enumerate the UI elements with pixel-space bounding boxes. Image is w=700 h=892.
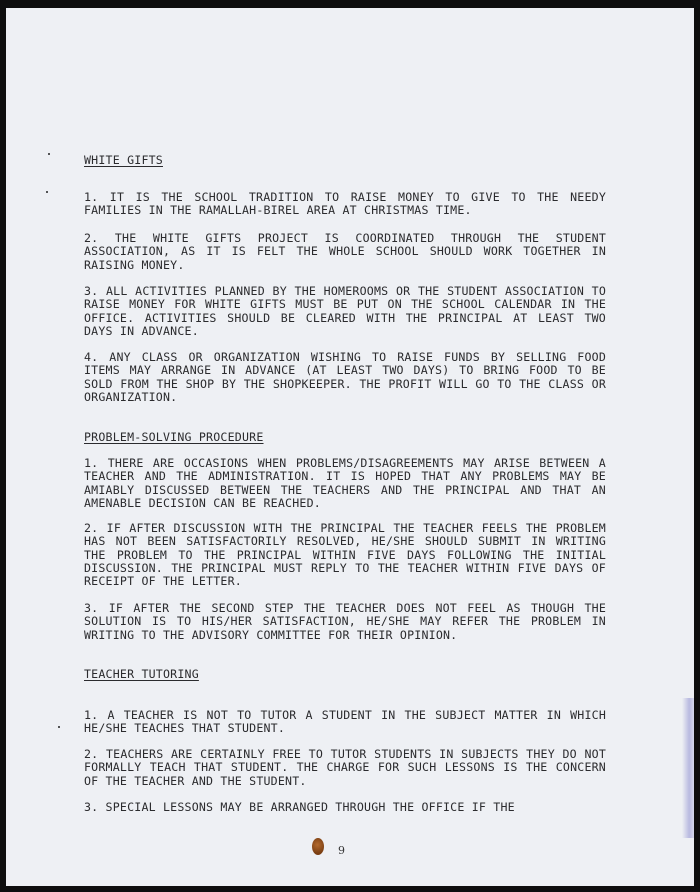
white-gifts-paragraph-4: 4. ANY CLASS OR ORGANIZATION WISHING TO RAISE FUNDS BY SELLING FOOD ITEMS MAY ARRANGE IN ADVANCE (AT LEAST TWO DAYS) TO BRING FOOD TO BE SOLD FROM THE SHOP BY THE SHOPKEEPER. THE PROFIT WILL GO TO THE CLASS OR ORGANIZATION. <box>84 350 606 404</box>
tutoring-paragraph-3: 3. SPECIAL LESSONS MAY BE ARRANGED THROUGH THE OFFICE IF THE <box>84 800 515 814</box>
section-heading-white-gifts: WHITE GIFTS <box>84 153 163 167</box>
problem-solving-paragraph-3: 3. IF AFTER THE SECOND STEP THE TEACHER DOES NOT FEEL AS THOUGH THE SOLUTION IS TO HIS/HER SATISFACTION, HE/SHE MAY REFER THE PROBLEM IN WRITING TO THE ADVISORY COMMITTEE FOR THEIR OPINION. <box>84 601 606 642</box>
tutoring-paragraph-1: 1. A TEACHER IS NOT TO TUTOR A STUDENT IN THE SUBJECT MATTER IN WHICH HE/SHE TEACHES THAT STUDENT. <box>84 708 606 736</box>
white-gifts-paragraph-3: 3. ALL ACTIVITIES PLANNED BY THE HOMEROOMS OR THE STUDENT ASSOCIATION TO RAISE MONEY FOR WHITE GIFTS MUST BE PUT ON THE SCHOOL CALENDAR IN THE OFFICE. ACTIVITIES SHOULD BE CLEARED WITH THE PRINCIPAL AT LEAST TWO DAYS IN ADVANCE. <box>84 284 606 338</box>
speck-mark <box>46 191 48 193</box>
speck-mark <box>48 153 50 155</box>
white-gifts-paragraph-2: 2. THE WHITE GIFTS PROJECT IS COORDINATED THROUGH THE STUDENT ASSOCIATION, AS IT IS FELT THE WHOLE SCHOOL SHOULD WORK TOGETHER IN RAISING MONEY. <box>84 231 606 272</box>
speck-mark <box>58 726 60 728</box>
problem-solving-paragraph-2: 2. IF AFTER DISCUSSION WITH THE PRINCIPAL THE TEACHER FEELS THE PROBLEM HAS NOT BEEN SATISFACTORILY RESOLVED, HE/SHE SHOULD SUBMIT IN WRITING THE PROBLEM TO THE PRINCIPAL WITHIN FIVE DAYS FOLLOWING THE INITIAL DISCUSSION. THE PRINCIPAL MUST REPLY TO THE TEACHER WITHIN FIVE DAYS OF RECEIPT OF THE LETTER. <box>84 521 606 589</box>
document-page <box>6 8 694 886</box>
ink-stain-mark <box>682 698 694 838</box>
punch-hole-mark <box>312 838 324 855</box>
page-number: 9 <box>338 844 345 857</box>
section-heading-problem-solving: PROBLEM-SOLVING PROCEDURE <box>84 430 264 444</box>
section-heading-teacher-tutoring: TEACHER TUTORING <box>84 667 199 681</box>
problem-solving-paragraph-1: 1. THERE ARE OCCASIONS WHEN PROBLEMS/DISAGREEMENTS MAY ARISE BETWEEN A TEACHER AND THE ADMINISTRATION. IT IS HOPED THAT ANY PROBLEMS MAY BE AMIABLY DISCUSSED BETWEEN THE TEACHERS AND THE PRINCIPAL AND THAT AN AMENABLE DECISION CAN BE REACHED. <box>84 456 606 510</box>
white-gifts-paragraph-1: 1. IT IS THE SCHOOL TRADITION TO RAISE MONEY TO GIVE TO THE NEEDY FAMILIES IN THE RAMALLAH-BIREL AREA AT CHRISTMAS TIME. <box>84 190 606 218</box>
tutoring-paragraph-2: 2. TEACHERS ARE CERTAINLY FREE TO TUTOR STUDENTS IN SUBJECTS THEY DO NOT FORMALLY TEACH THAT STUDENT. THE CHARGE FOR SUCH LESSONS IS THE CONCERN OF THE TEACHER AND THE STUDENT. <box>84 747 606 788</box>
